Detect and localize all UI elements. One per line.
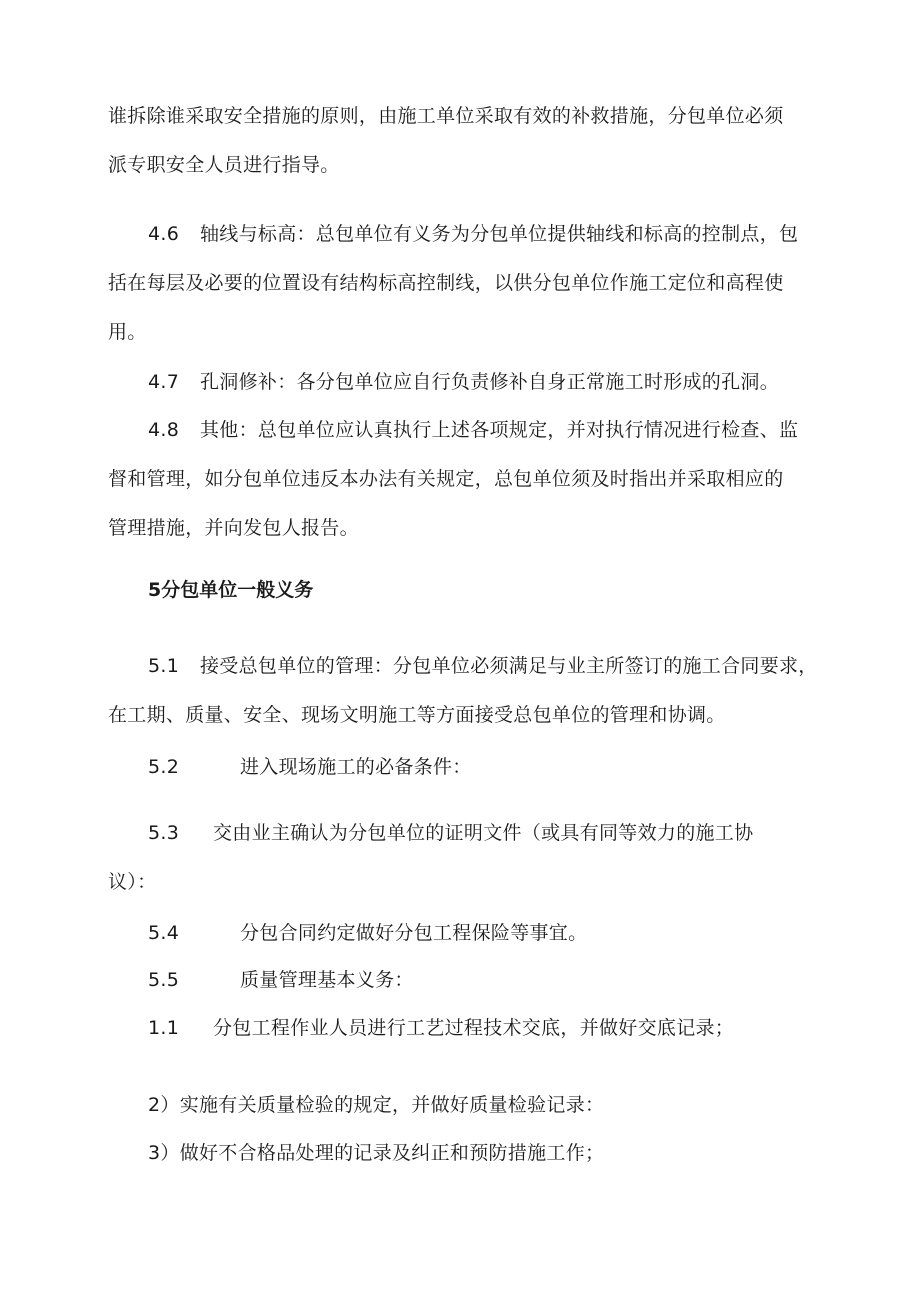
- paragraph-4-7-number: 4.7: [148, 371, 180, 393]
- paragraph-5-5-line-1: 质量管理基本义务：: [240, 969, 414, 991]
- paragraph-5-1-line-1: 接受总包单位的管理：分包单位必须满足与业主所签订的施工合同要求，: [200, 655, 818, 677]
- paragraph-5-2-number: 5.2: [148, 756, 180, 778]
- paragraph-5-3-line-2: 议）：: [108, 871, 157, 893]
- paragraph-5-3-line-1: 交由业主确认为分包单位的证明文件（或具有同等效力的施工协: [213, 822, 754, 844]
- paragraph-5-4-number: 5.4: [148, 922, 180, 944]
- paragraph-1-1-line-1: 分包工程作业人员进行工艺过程技术交底，并做好交底记录；: [213, 1017, 735, 1039]
- paragraph-4-8-number: 4.8: [148, 419, 180, 441]
- paragraph-4-7-line-1: 孔洞修补：各分包单位应自行负责修补自身正常施工时形成的孔洞。: [200, 371, 780, 393]
- intro-line-1: 谁拆除谁采取安全措施的原则，由施工单位采取有效的补救措施，分包单位必须: [108, 105, 784, 127]
- paragraph-4-6-number: 4.6: [148, 223, 180, 245]
- paragraph-5-3-number: 5.3: [148, 822, 180, 844]
- list-item-2: 2）实施有关质量检验的规定，并做好质量检验记录：: [148, 1094, 605, 1116]
- paragraph-1-1-number: 1.1: [148, 1017, 180, 1039]
- paragraph-4-6-line-3: 用。: [108, 321, 147, 343]
- paragraph-4-8-line-1: 其他：总包单位应认真执行上述各项规定，并对执行情况进行检查、监: [200, 419, 799, 441]
- paragraph-5-5-number: 5.5: [148, 969, 180, 991]
- paragraph-4-6-line-1: 轴线与标高：总包单位有义务为分包单位提供轴线和标高的控制点，包: [200, 223, 799, 245]
- paragraph-4-8-line-3: 管理措施，并向发包人报告。: [108, 517, 359, 539]
- paragraph-5-4-line-1: 分包合同约定做好分包工程保险等事宜。: [240, 922, 588, 944]
- paragraph-4-8-line-2: 督和管理，如分包单位违反本办法有关规定，总包单位须及时指出并采取相应的: [108, 468, 784, 490]
- section-5-heading: 5分包单位一般义务: [148, 579, 314, 601]
- paragraph-5-2-line-1: 进入现场施工的必备条件：: [240, 756, 472, 778]
- paragraph-5-1-line-2: 在工期、质量、安全、现场文明施工等方面接受总包单位的管理和协调。: [108, 704, 726, 726]
- intro-line-2: 派专职安全人员进行指导。: [108, 154, 340, 176]
- list-item-3: 3）做好不合格品处理的记录及纠正和预防措施工作；: [148, 1142, 605, 1164]
- paragraph-5-1-number: 5.1: [148, 655, 180, 677]
- paragraph-4-6-line-2: 括在每层及必要的位置设有结构标高控制线，以供分包单位作施工定位和高程使: [108, 272, 784, 294]
